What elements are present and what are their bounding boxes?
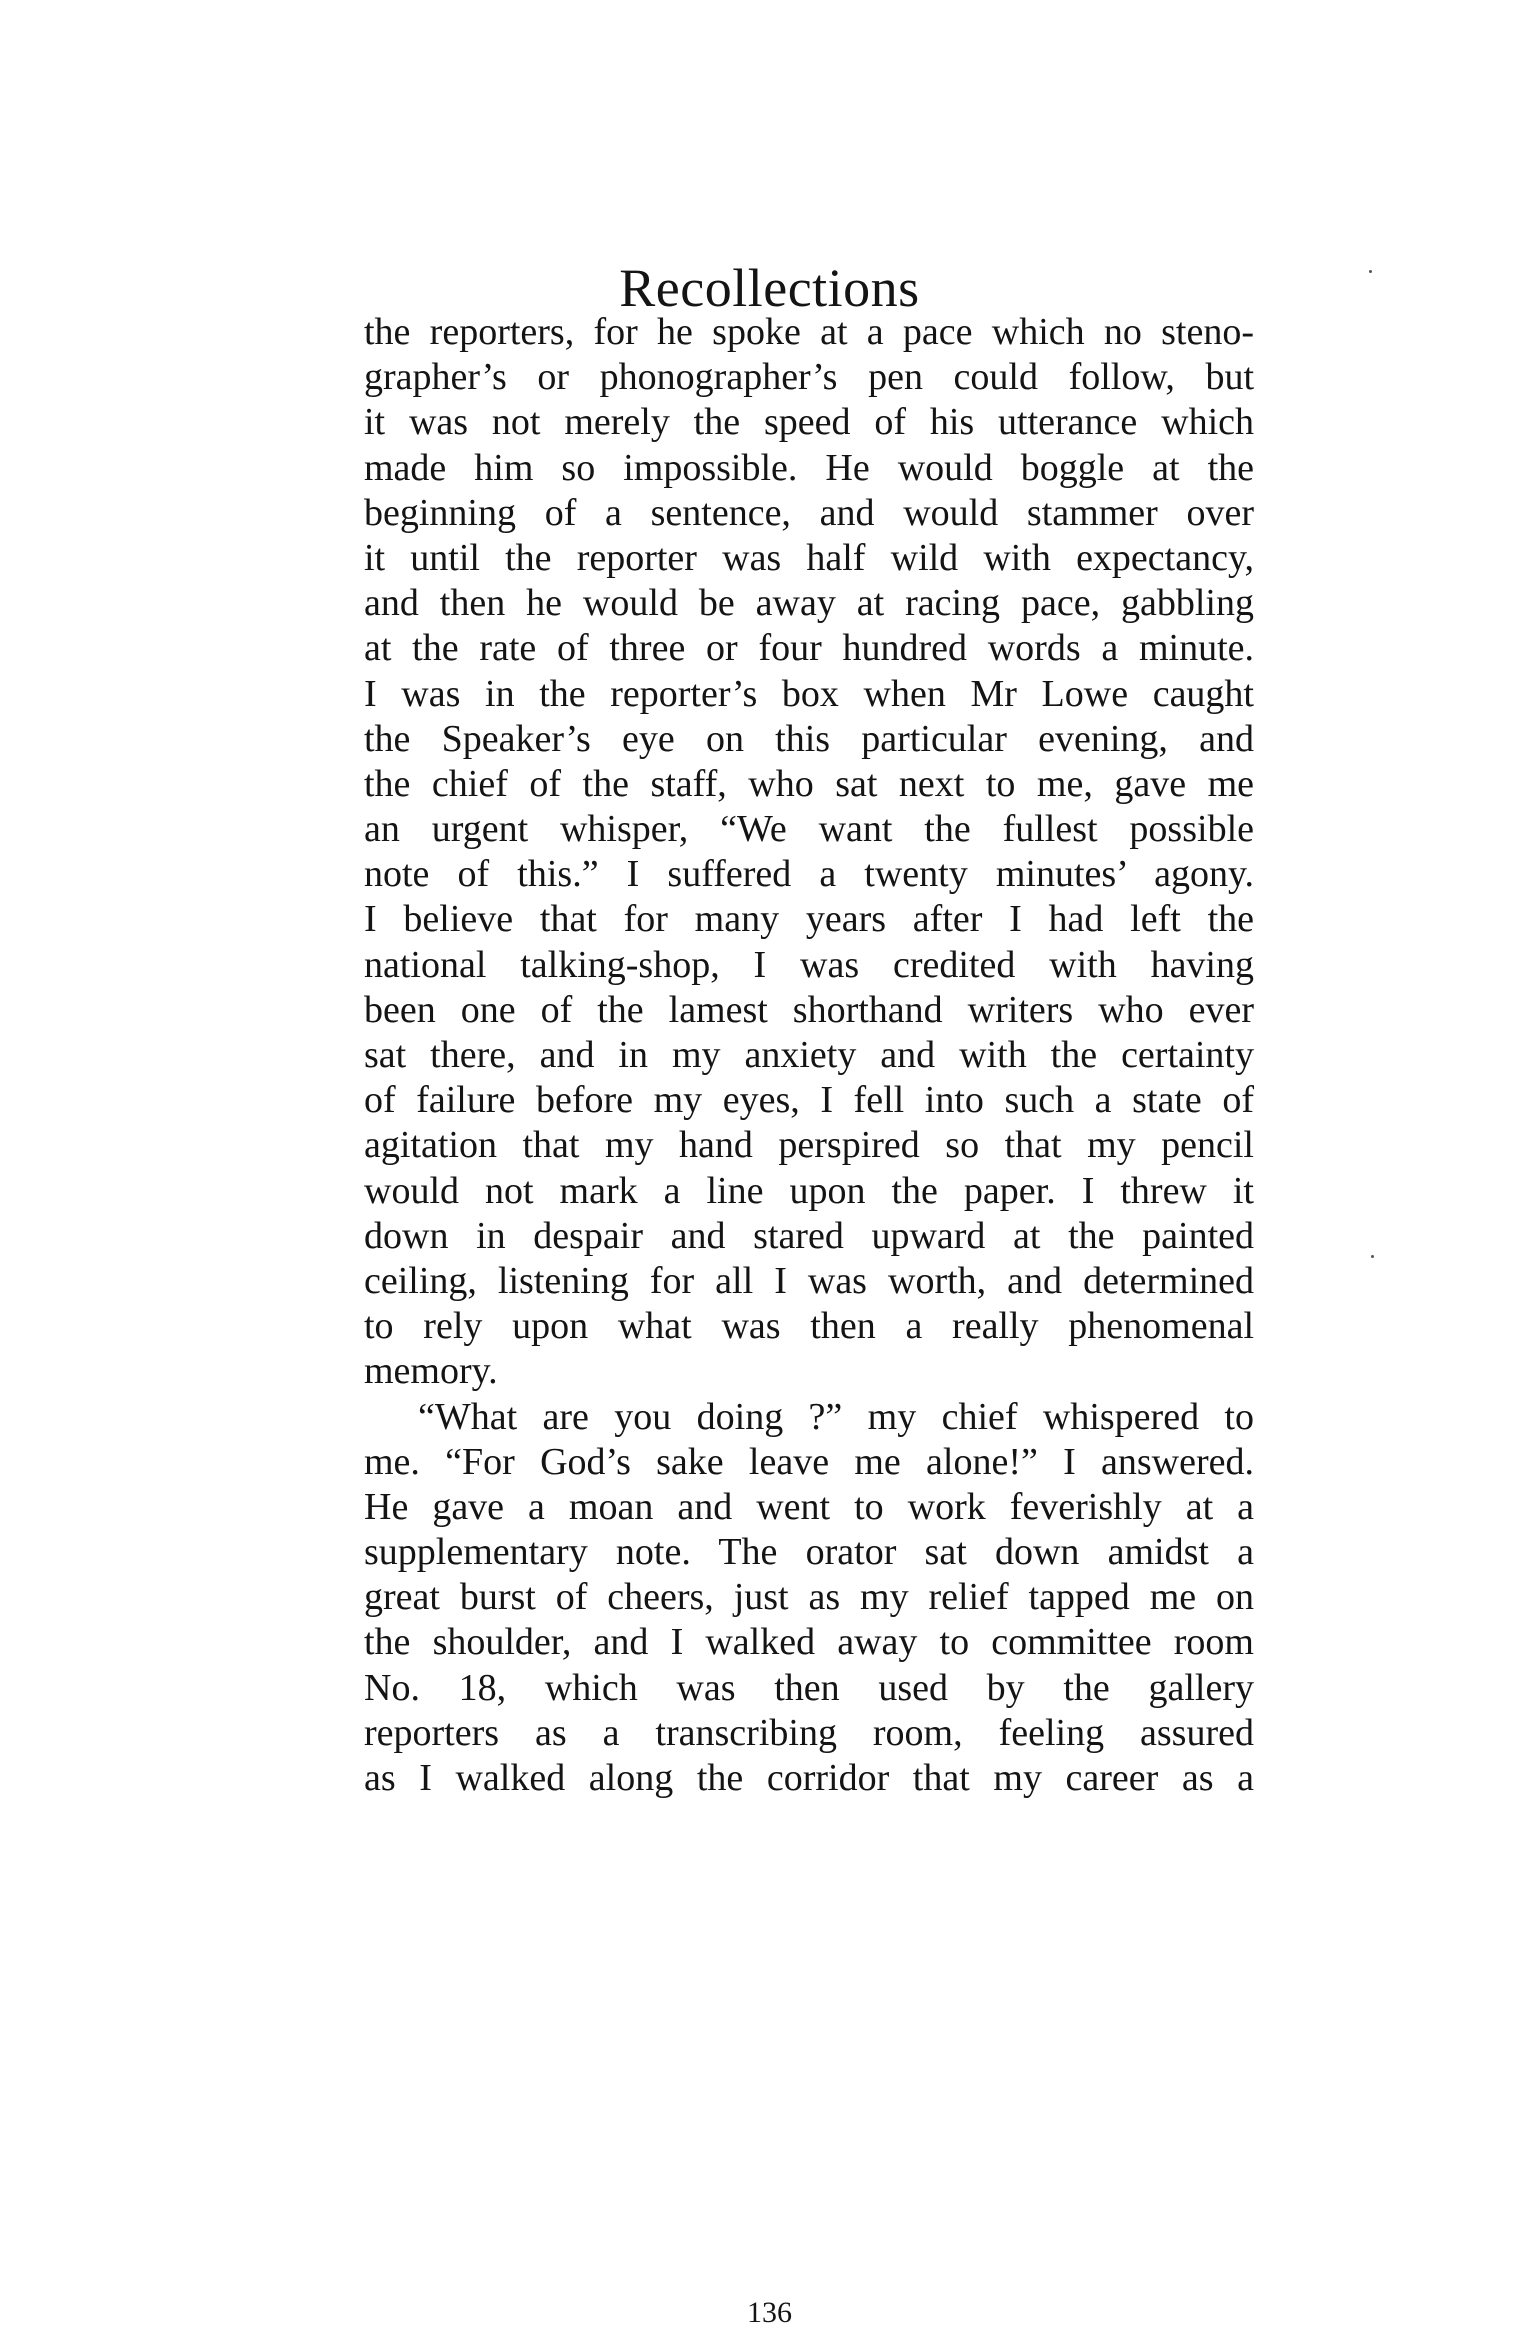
text-line: as I walked along the corridor that my career as a <box>364 1757 1254 1799</box>
paragraph <box>364 1395 1254 1802</box>
scan-speck <box>1369 270 1372 273</box>
text-line: of failure before my eyes, I fell into such a state of <box>364 1079 1254 1122</box>
text-line: the Speaker’s eye on this particular evening, and <box>364 717 1254 760</box>
text-line: me. “For God’s sake leave me alone!” I answered. <box>364 1440 1254 1483</box>
text-line: and then he would be away at racing pace, gabbling <box>364 582 1254 625</box>
scan-speck <box>1371 1255 1374 1258</box>
text-line: sat there, and in my anxiety and with the certainty <box>364 1034 1254 1076</box>
paragraph <box>364 310 1254 1395</box>
text-line: down in despair and stared upward at the painted <box>364 1214 1254 1257</box>
text-line: at the rate of three or four hundred words a minute. <box>364 627 1254 670</box>
text-line: great burst of cheers, just as my relief tapped me on <box>364 1576 1254 1619</box>
text-line: the shoulder, and I walked away to committee room <box>364 1621 1254 1664</box>
text-line: grapher’s or phonographer’s pen could follow, but <box>364 356 1254 399</box>
text-line: He gave a moan and went to work feverishly at a <box>364 1485 1254 1528</box>
text-line: note of this.” I suffered a twenty minutes’ agony. <box>364 853 1254 896</box>
body-text <box>364 310 1254 1801</box>
text-line: No. 18, which was then used by the gallery <box>364 1666 1254 1709</box>
text-line: ceiling, listening for all I was worth, and determined <box>364 1259 1254 1302</box>
text-line: agitation that my hand perspired so that my pencil <box>364 1124 1254 1167</box>
text-line: it until the reporter was half wild with expectancy, <box>364 536 1254 579</box>
text-line: reporters as a transcribing room, feeling assured <box>364 1711 1254 1754</box>
text-line: “What are you doing ?” my chief whispered to <box>418 1395 1254 1438</box>
text-line: I believe that for many years after I had left the <box>364 898 1254 941</box>
running-head: Recollections <box>619 258 920 318</box>
text-line: an urgent whisper, “We want the fullest possible <box>364 808 1254 851</box>
text-line: beginning of a sentence, and would stammer over <box>364 491 1254 534</box>
text-line: made him so impossible. He would boggle at the <box>364 446 1254 489</box>
text-line: would not mark a line upon the paper. I threw it <box>364 1169 1254 1212</box>
text-line: been one of the lamest shorthand writers who ever <box>364 988 1254 1031</box>
text-line: it was not merely the speed of his utterance which <box>364 401 1254 444</box>
text-line: the chief of the staff, who sat next to me, gave me <box>364 762 1254 805</box>
text-line: supplementary note. The orator sat down amidst a <box>364 1531 1254 1574</box>
text-line: memory. <box>364 1350 498 1393</box>
text-line: I was in the reporter’s box when Mr Lowe caught <box>364 672 1254 715</box>
text-line: national talking-shop, I was credited with having <box>364 943 1254 986</box>
page-number: 136 <box>747 2296 792 2329</box>
text-line: the reporters, for he spoke at a pace which no steno- <box>364 311 1254 353</box>
text-line: to rely upon what was then a really phenomenal <box>364 1305 1254 1348</box>
